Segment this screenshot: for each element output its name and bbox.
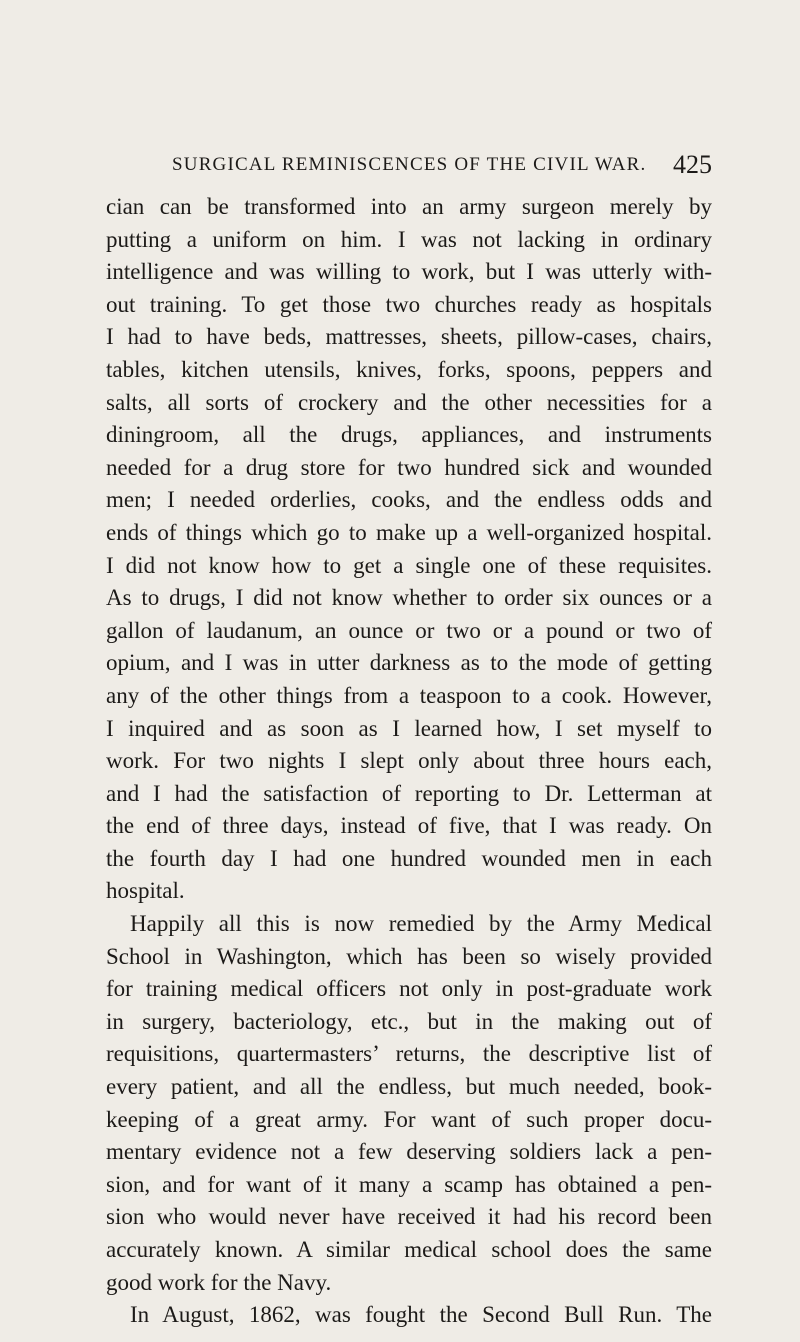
text-line: School in Washington, which has been so wisely provided xyxy=(106,943,712,969)
text-line: and I had the satisfaction of reporting to Dr. Letterman at xyxy=(106,780,712,806)
text-line: accurately known. A similar medical school does the same xyxy=(106,1237,712,1262)
text-line: requisitions, quartermasters’ returns, the descriptive list of xyxy=(106,1041,712,1067)
text-line: I had to have beds, mattresses, sheets, pillow-cases, chairs, xyxy=(106,324,712,350)
text-line: mentary evidence not a few deserving soldiers lack a pen- xyxy=(106,1139,712,1165)
text-line: keeping of a great army. For want of such proper docu- xyxy=(106,1106,712,1132)
body-text xyxy=(106,191,712,1332)
text-line: in surgery, bacteriology, etc., but in the making out of xyxy=(106,1008,712,1034)
text-line: work. For two nights I slept only about three hours each, xyxy=(106,748,712,774)
text-line: needed for a drug store for two hundred sick and wounded xyxy=(106,454,712,480)
text-line: for training medical officers not only in post-graduate work xyxy=(106,976,712,1002)
text-line: the fourth day I had one hundred wounded men in each xyxy=(106,845,712,871)
text-line: diningroom, all the drugs, appliances, and instruments xyxy=(106,422,712,448)
text-line: ends of things which go to make up a well-organized hospital. xyxy=(106,519,712,545)
text-line: tables, kitchen utensils, knives, forks, spoons, peppers and xyxy=(106,356,712,382)
text-line: intelligence and was willing to work, but I was utterly with- xyxy=(106,259,712,285)
page-header xyxy=(172,150,712,186)
text-line: salts, all sorts of crockery and the other necessities for a xyxy=(106,389,712,415)
text-line: any of the other things from a teaspoon to a cook. However, xyxy=(106,682,712,708)
text-line: the end of three days, instead of five, that I was ready. On xyxy=(106,813,712,839)
text-line: sion who would never have received it had his record been xyxy=(106,1204,712,1230)
text-line: I did not know how to get a single one of these requisites. xyxy=(106,552,712,578)
paragraph-start-line: Happily all this is now remedied by the Army Medical xyxy=(130,911,712,937)
text-line: out training. To get those two churches ready as hospitals xyxy=(106,291,712,317)
running-head: SURGICAL REMINISCENCES OF THE CIVIL WAR. xyxy=(172,154,647,175)
paragraph-start-line: In August, 1862, was fought the Second Bull Run. The xyxy=(130,1302,712,1328)
paragraph-end-line: hospital. xyxy=(106,878,185,904)
text-line: I inquired and as soon as I learned how, I set myself to xyxy=(106,715,712,741)
text-line: men; I needed orderlies, cooks, and the endless odds and xyxy=(106,487,712,513)
page-number: 425 xyxy=(673,150,712,179)
text-line: cian can be transformed into an army surgeon merely by xyxy=(106,194,712,219)
text-line: putting a uniform on him. I was not lacking in ordinary xyxy=(106,226,712,252)
text-line: sion, and for want of it many a scamp has obtained a pen- xyxy=(106,1171,712,1197)
paragraph-end-line: good work for the Navy. xyxy=(106,1269,332,1295)
text-line: opium, and I was in utter darkness as to the mode of getting xyxy=(106,650,712,676)
text-line: As to drugs, I did not know whether to order six ounces or a xyxy=(106,585,712,611)
text-line: every patient, and all the endless, but much needed, book- xyxy=(106,1074,712,1100)
text-line: gallon of laudanum, an ounce or two or a pound or two of xyxy=(106,617,712,643)
